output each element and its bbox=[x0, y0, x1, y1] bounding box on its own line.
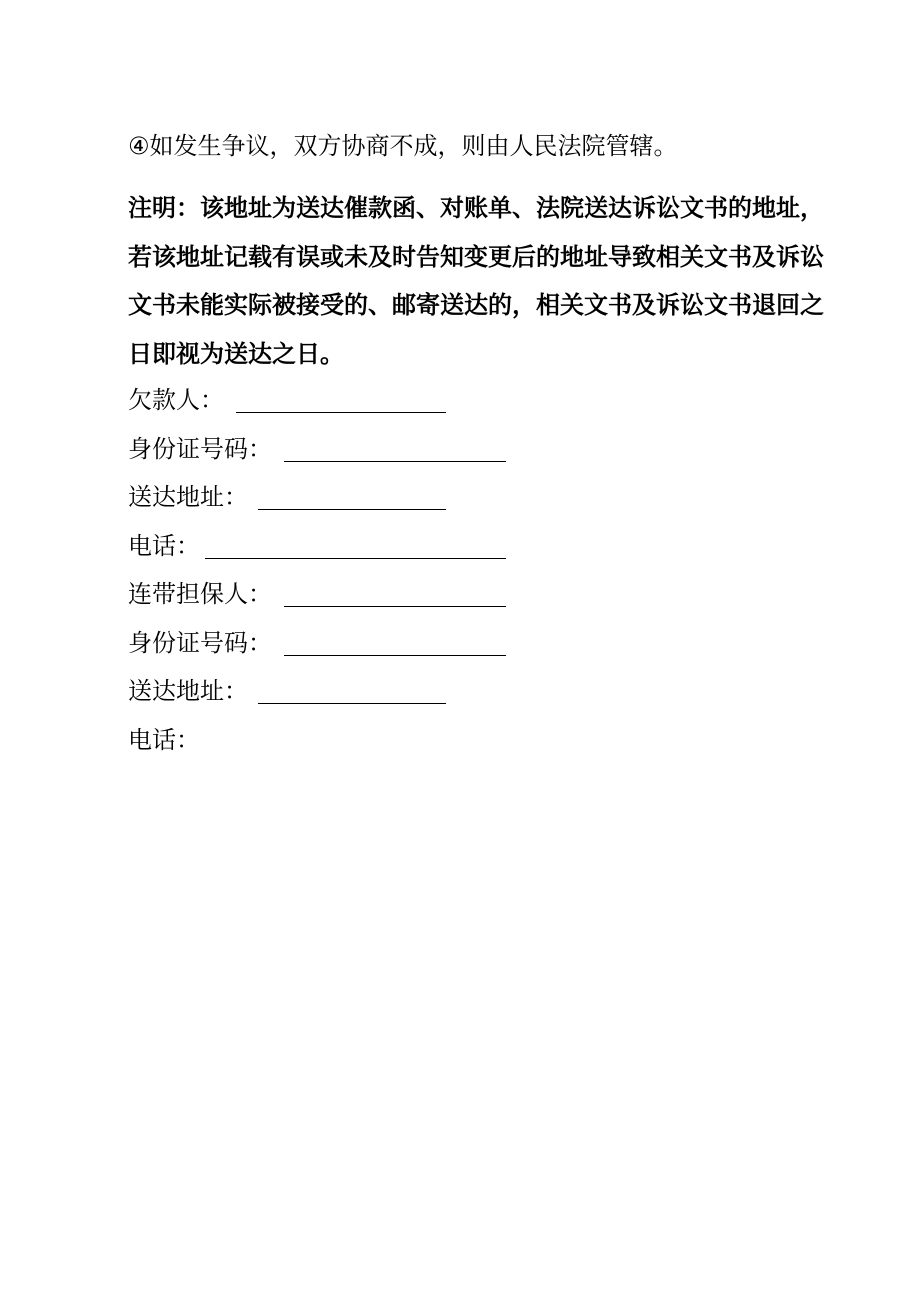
debtor-address-field bbox=[128, 479, 248, 515]
debtor-phone-field bbox=[128, 528, 200, 564]
guarantor-address-label: 送达地址： bbox=[128, 677, 248, 705]
guarantor-id-blank[interactable] bbox=[284, 655, 506, 656]
guarantor-phone-field bbox=[128, 722, 200, 758]
debtor-id-blank[interactable] bbox=[284, 461, 506, 462]
debtor-address-blank[interactable] bbox=[258, 509, 446, 510]
guarantor-id-label: 身份证号码： bbox=[128, 629, 272, 657]
guarantor-name-field bbox=[128, 576, 272, 612]
debtor-name-blank[interactable] bbox=[236, 412, 446, 413]
dispute-clause: ④如发生争议，双方协商不成，则由人民法院管辖。 bbox=[128, 132, 678, 160]
debtor-name-label: 欠款人： bbox=[128, 386, 224, 414]
guarantor-address-field bbox=[128, 673, 248, 709]
debtor-name-field bbox=[128, 382, 224, 418]
debtor-phone-blank[interactable] bbox=[205, 558, 506, 559]
debtor-id-label: 身份证号码： bbox=[128, 435, 272, 463]
address-note: 注明：该地址为送达催款函、对账单、法院送达诉讼文书的地址，若该地址记载有误或未及时告知变更后的地址导致相关文书及诉讼文书未能实际被接受的、邮寄送达的，相关文书及诉讼文书退回之日即视为送达之日。 bbox=[128, 194, 824, 368]
debtor-id-field bbox=[128, 431, 272, 467]
debtor-address-label: 送达地址： bbox=[128, 483, 248, 511]
debtor-phone-label: 电话： bbox=[128, 532, 200, 560]
guarantor-name-label: 连带担保人： bbox=[128, 580, 272, 608]
guarantor-phone-label: 电话： bbox=[128, 726, 200, 754]
guarantor-id-field bbox=[128, 625, 272, 661]
guarantor-name-blank[interactable] bbox=[284, 606, 506, 607]
guarantor-address-blank[interactable] bbox=[258, 703, 446, 704]
